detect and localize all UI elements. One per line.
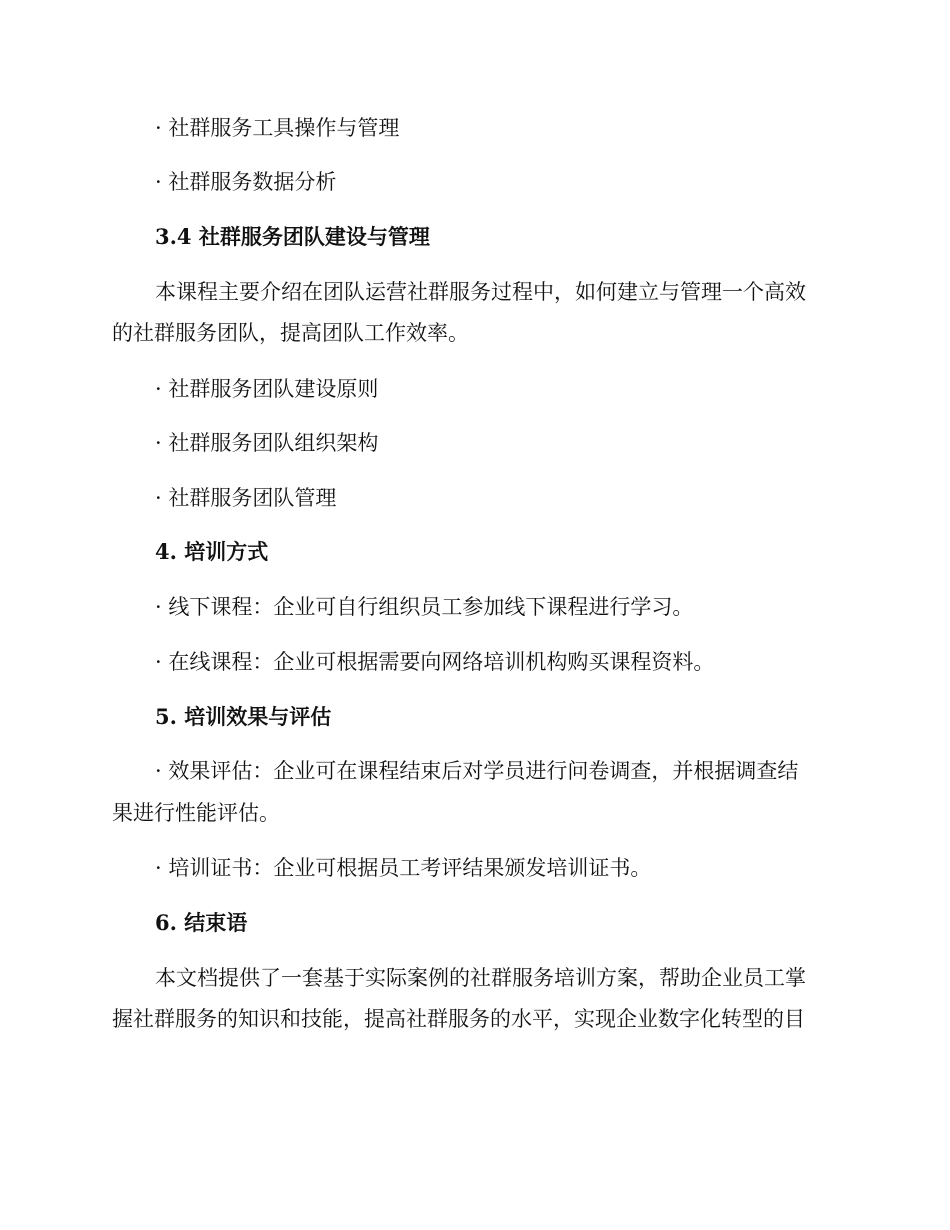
paragraph-line: 本课程主要介绍在团队运营社群服务过程中，如何建立与管理一个高效 (155, 280, 806, 304)
list-item: · 社群服务工具操作与管理 (155, 116, 400, 140)
list-item: · 在线课程：企业可根据需要向网络培训机构购买课程资料。 (155, 650, 715, 674)
paragraph-line: 的社群服务团队，提高团队工作效率。 (112, 321, 469, 345)
list-item: · 社群服务团队建设原则 (155, 377, 379, 401)
list-item: · 社群服务团队组织架构 (155, 431, 379, 455)
list-item-continuation: 果进行性能评估。 (112, 801, 280, 825)
section-heading-6: 6. 结束语 (155, 910, 248, 935)
paragraph-line: 本文档提供了一套基于实际案例的社群服务培训方案，帮助企业员工掌 (155, 966, 806, 990)
list-item: · 效果评估：企业可在课程结束后对学员进行问卷调查，并根据调查结 (155, 759, 799, 783)
list-item: · 培训证书：企业可根据员工考评结果颁发培训证书。 (155, 856, 652, 880)
list-item: · 社群服务团队管理 (155, 486, 337, 510)
list-item: · 线下课程：企业可自行组织员工参加线下课程进行学习。 (155, 595, 694, 619)
list-item: · 社群服务数据分析 (155, 170, 337, 194)
section-heading-5: 5. 培训效果与评估 (155, 704, 332, 729)
paragraph-line: 握社群服务的知识和技能，提高社群服务的水平，实现企业数字化转型的目 (112, 1007, 805, 1031)
section-heading-4: 4. 培训方式 (155, 539, 269, 564)
section-heading-3-4: 3.4 社群服务团队建设与管理 (155, 224, 430, 249)
